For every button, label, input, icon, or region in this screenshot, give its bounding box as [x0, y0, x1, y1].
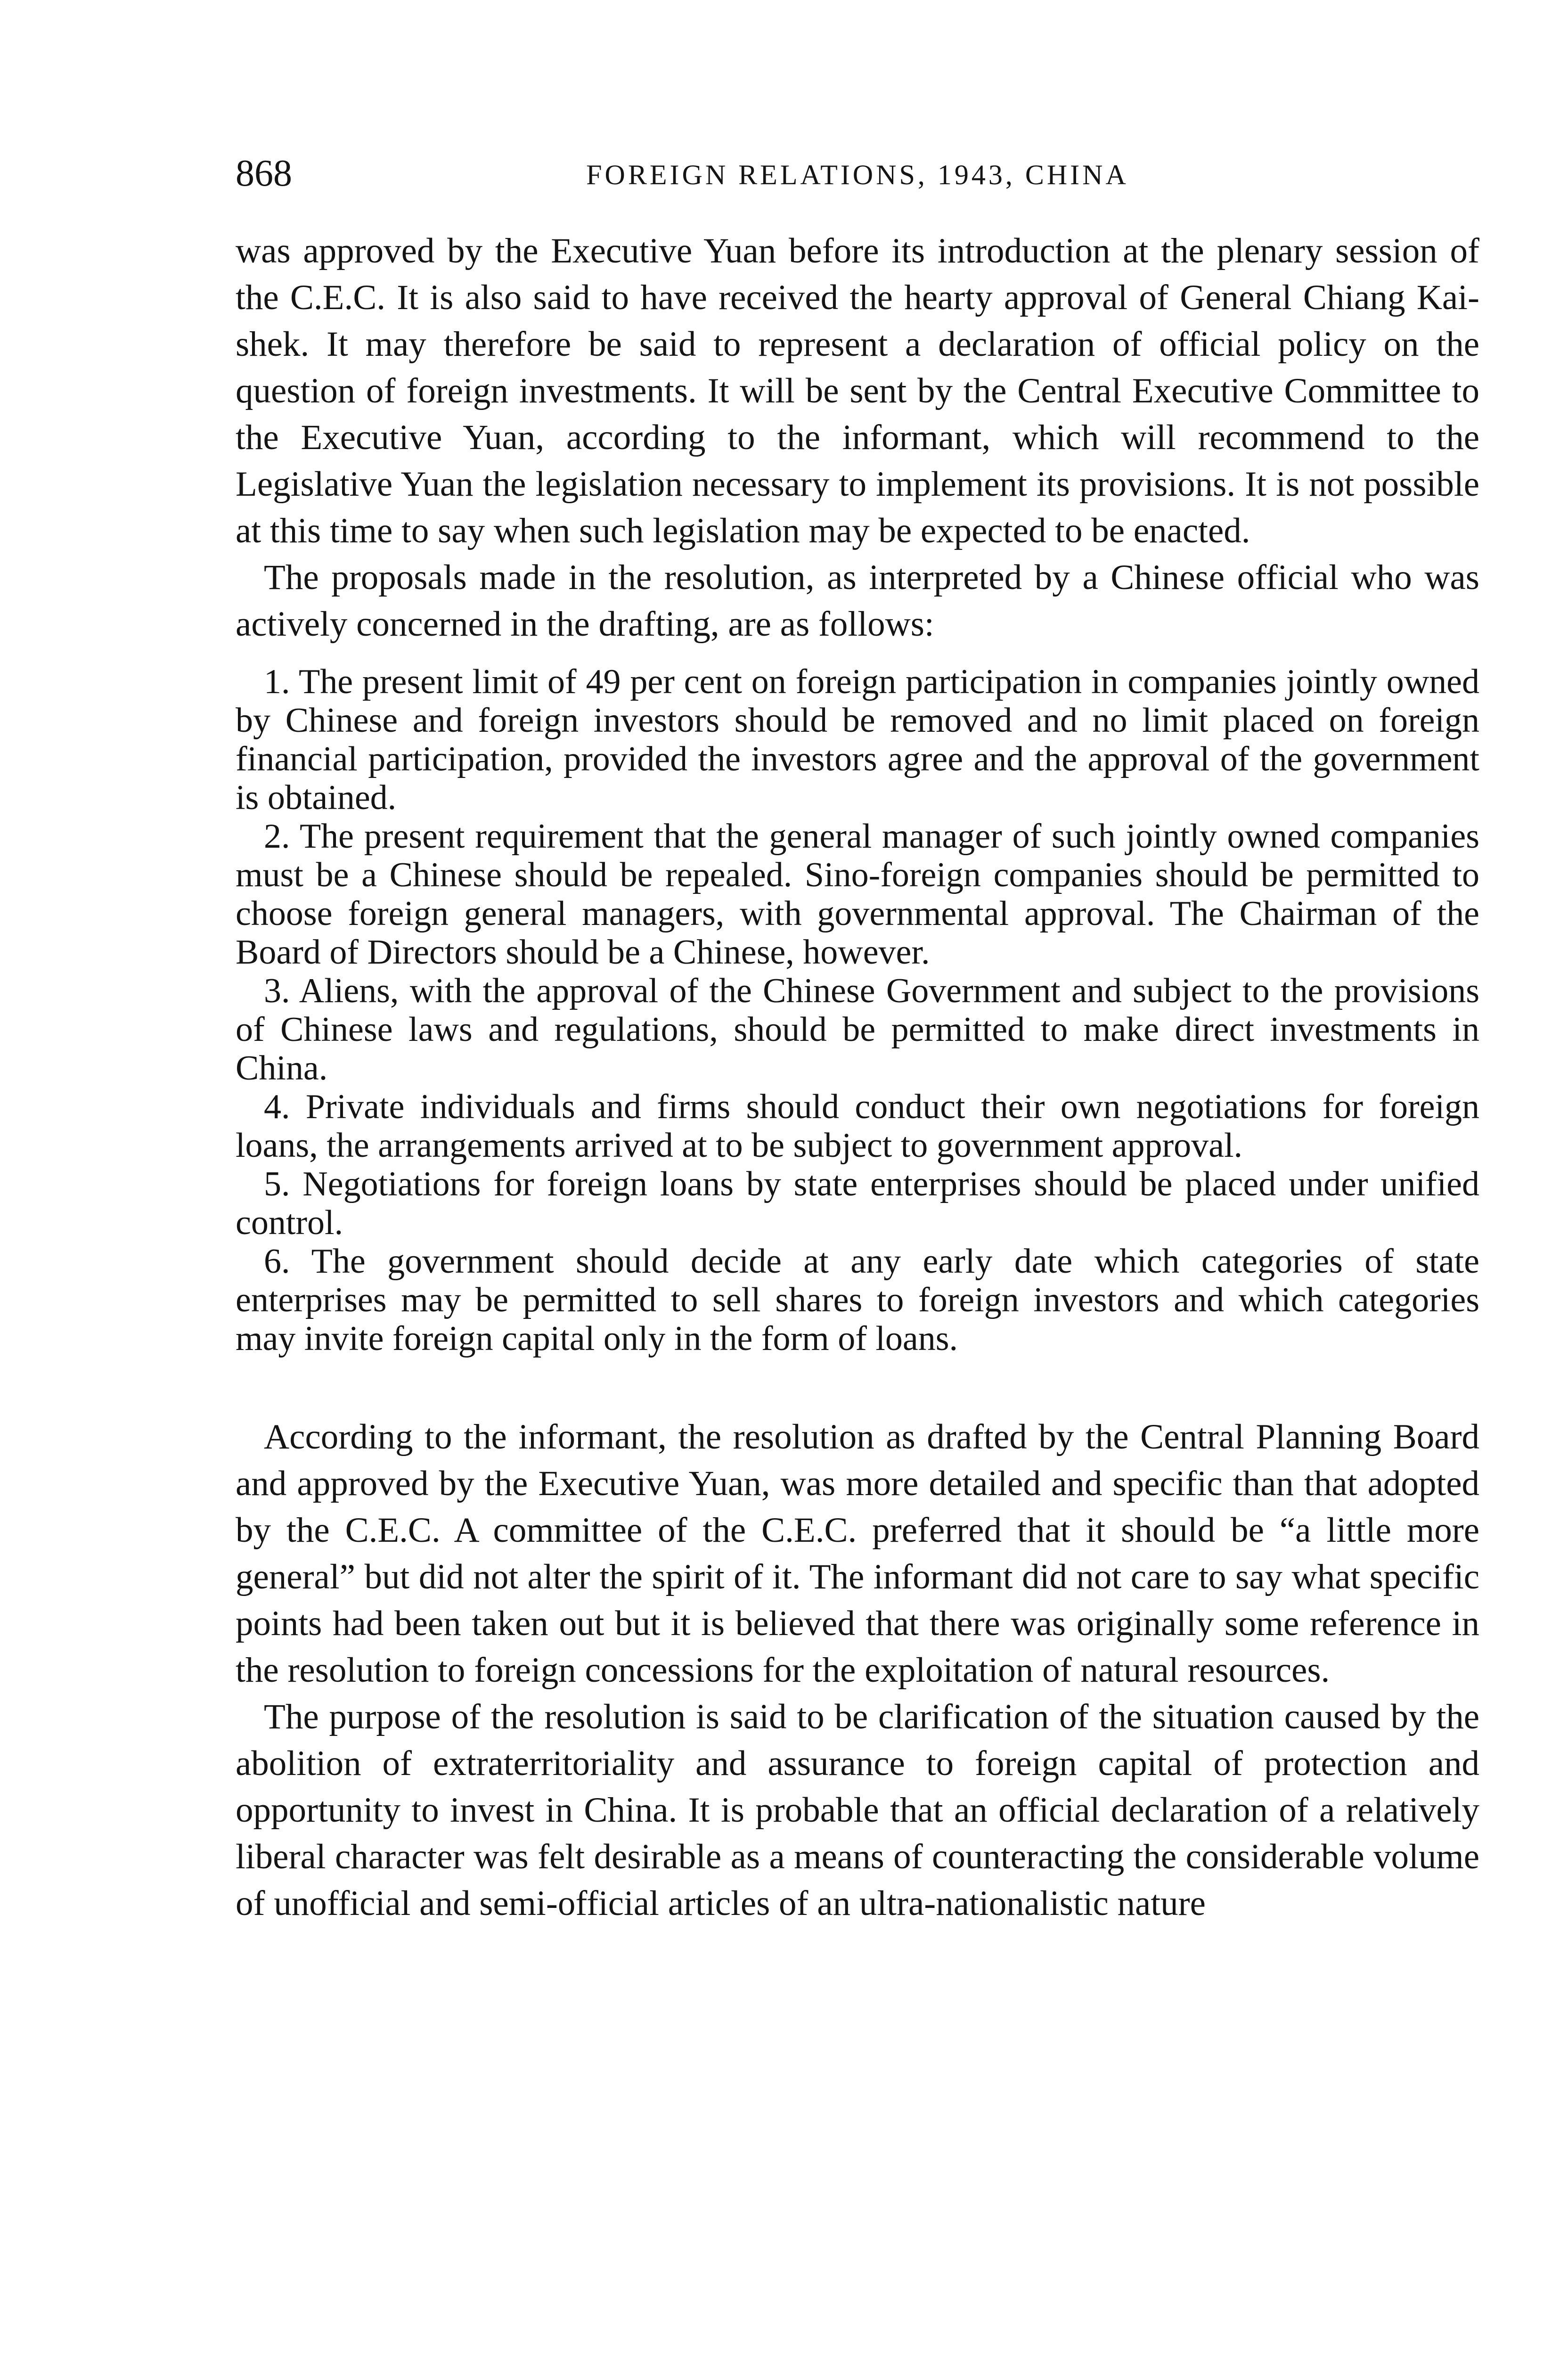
running-title: FOREIGN RELATIONS, 1943, CHINA [586, 159, 1129, 190]
paragraph-4: The purpose of the resolution is said to be clarification of the situation caused by the abolition of extraterritoriality and assurance to foreign capital of protection and opportunity to invest in China. It is probable that an official declaration of a relatively liberal character was felt desirable as a means of counteracting the considerable volume of unofficial and semi-official articles of an ultra-nationalistic nature [236, 1697, 1479, 1923]
page-header [236, 150, 1479, 202]
proposal-item: 6. The government should decide at any early date which categories of state enterprises may be permitted to sell shares to foreign investors and which categories may invite foreign capital only in the form of loans. [236, 1242, 1479, 1358]
proposals-list [236, 663, 1479, 1358]
proposal-item: 3. Aliens, with the approval of the Chinese Government and subject to the provisions of Chinese laws and regulations, should be permitted to make direct investments in China. [236, 972, 1479, 1088]
proposal-item: 1. The present limit of 49 per cent on foreign participation in companies jointly owned by Chinese and foreign investors should be removed and no limit placed on foreign financial participation, provided the investors agree and the approval of the government is obtained. [236, 663, 1479, 817]
body-text [236, 228, 1479, 1927]
paragraph-3: According to the informant, the resolution as drafted by the Central Planning Board and approved by the Executive Yuan, was more detailed and specific than that adopted by the C.E.C. A committee of the C.E.C. preferred that it should be “a little more general” but did not alter the spirit of it. The informant did not care to say what specific points had been taken out but it is believed that there was originally some reference in the resolution to foreign concessions for the exploitation of natural resources. [236, 1417, 1479, 1690]
proposal-item: 4. Private individuals and firms should conduct their own negotiations for foreign loans, the arrangements arrived at to be subject to government approval. [236, 1088, 1479, 1165]
page-number: 868 [236, 153, 292, 194]
paragraph-2: The proposals made in the resolution, as interpreted by a Chinese official who was actively concerned in the drafting, are as follows: [236, 558, 1479, 644]
proposal-item: 2. The present requirement that the general manager of such jointly owned companies must be a Chinese should be repealed. Sino-foreign companies should be permitted to choose foreign general managers, with governmental approval. The Chairman of the Board of Directors should be a Chinese, however. [236, 817, 1479, 972]
proposal-item: 5. Negotiations for foreign loans by state enterprises should be placed under unified control. [236, 1165, 1479, 1242]
paragraph-1: was approved by the Executive Yuan before its introduction at the plenary session of the C.E.C. It is also said to have received the hearty approval of General Chiang Kai-shek. It may therefore be said to represent a declaration of official policy on the question of foreign investments. It will be sent by the Central Executive Committee to the Executive Yuan, according to the informant, which will recommend to the Legislative Yuan the legislation necessary to implement its provisions. It is not possible at this time to say when such legislation may be expected to be enacted. [236, 231, 1479, 550]
